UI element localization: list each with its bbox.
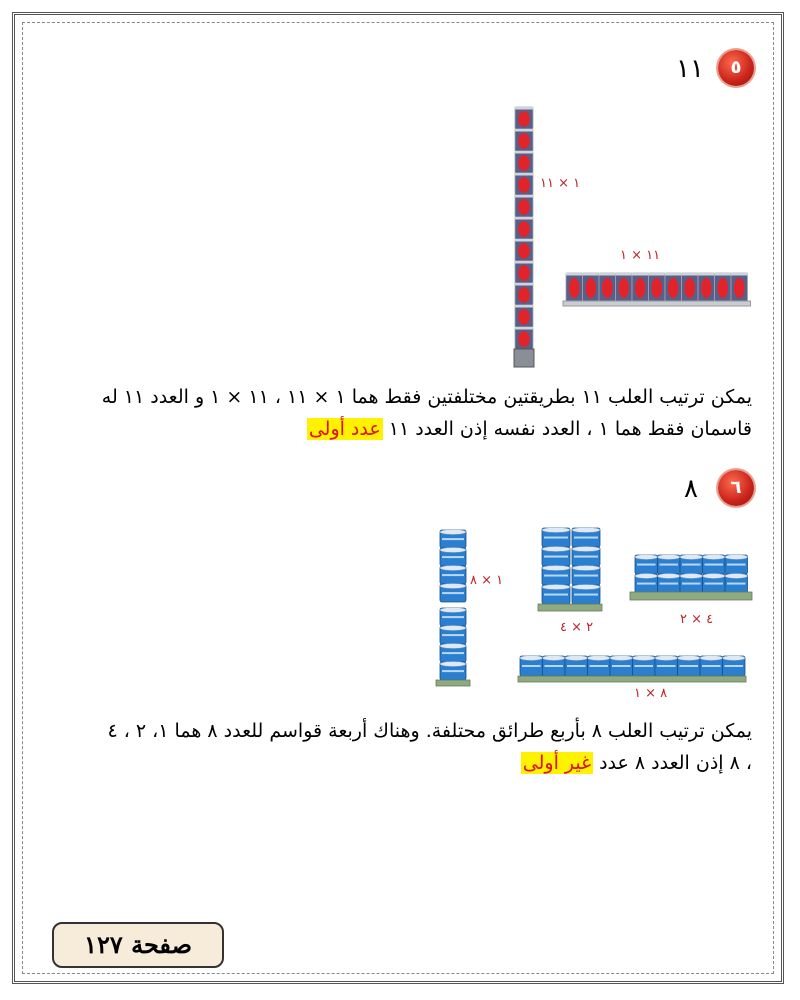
- red-can-label: [684, 278, 695, 298]
- red-can-rim: [632, 273, 649, 276]
- red-can-label: [585, 278, 596, 298]
- blue-can-top: [610, 656, 633, 661]
- blue-can-stripe: [705, 583, 724, 585]
- blue-can-stripe: [727, 564, 746, 566]
- red-can-label: [518, 309, 530, 325]
- section-5-text-line-1: يمكن ترتيب العلب ١١ بطريقتين مختلفتين فقط هما ١ × ١١ ، ١١ × ١ و العدد ١١ له: [101, 386, 752, 408]
- blue-can-stripe: [680, 665, 699, 667]
- label-1x11: ١ × ١١: [540, 176, 581, 191]
- red-can-label: [518, 243, 530, 259]
- red-can-rim: [515, 151, 533, 154]
- blue-can-top: [542, 547, 570, 552]
- red-can-rim: [649, 273, 666, 276]
- blue-can-top: [700, 656, 723, 661]
- blue-can-top: [440, 662, 466, 667]
- blue-can-top: [572, 528, 600, 533]
- red-can-rim: [682, 273, 699, 276]
- prime-highlight: عدد أولى: [308, 418, 381, 440]
- blue-can-top: [658, 555, 681, 560]
- blue-can-stripe: [544, 594, 568, 596]
- blue-can-top: [440, 644, 466, 649]
- blue-can-top: [543, 656, 566, 661]
- blue-can-stripe: [660, 564, 679, 566]
- red-can-label: [734, 278, 745, 298]
- blue-can-stripe: [574, 575, 598, 577]
- blue-can-stripe: [442, 670, 464, 672]
- red-can-rim: [731, 273, 748, 276]
- not-prime-highlight: غير أولى: [522, 752, 592, 774]
- red-can-rim: [616, 273, 633, 276]
- blue-can-top: [440, 566, 466, 571]
- blue-can-stripe: [590, 665, 609, 667]
- blue-can-top: [703, 555, 726, 560]
- blue-can-top: [723, 656, 746, 661]
- blue-can-stripe: [702, 665, 721, 667]
- blue-can-stripe: [442, 538, 464, 540]
- blue-can-stripe: [725, 665, 744, 667]
- red-can-rim: [515, 217, 533, 220]
- blue-can-top: [572, 547, 600, 552]
- section-5-text-prefix: قاسمان فقط هما ١ ، العدد نفسه إذن العدد ١١: [388, 418, 752, 440]
- blue-can-stripe: [544, 575, 568, 577]
- blue-can-stripe: [660, 583, 679, 585]
- blue-can-stripe: [574, 594, 598, 596]
- label-2x4: ٢ × ٤: [560, 620, 594, 635]
- blue-can-stripe: [635, 665, 654, 667]
- blue-can-stripe: [727, 583, 746, 585]
- red-can-label: [717, 278, 728, 298]
- horizontal-shelf: [563, 301, 751, 306]
- section-5-number: ١١: [676, 54, 704, 84]
- blue-can-top: [680, 555, 703, 560]
- blue-can-top: [678, 656, 701, 661]
- blue-can-stripe: [637, 564, 656, 566]
- blue-can-stripe: [567, 665, 586, 667]
- red-can-label: [518, 155, 530, 171]
- blue-can-top: [565, 656, 588, 661]
- blue-can-stripe: [545, 665, 564, 667]
- red-can-rim: [566, 273, 583, 276]
- red-can-rim: [583, 273, 600, 276]
- blue-can-top: [542, 528, 570, 533]
- blue-can-stripe: [544, 556, 568, 558]
- label-8x1: ٨ × ١: [634, 686, 668, 701]
- red-can-label: [518, 133, 530, 149]
- blue-can-stripe: [442, 652, 464, 654]
- red-can-label: [518, 199, 530, 215]
- blue-can-top: [440, 584, 466, 589]
- blue-can-stripe: [442, 574, 464, 576]
- blue-can-top: [703, 574, 726, 579]
- red-can-label: [618, 278, 629, 298]
- blue-can-top: [542, 585, 570, 590]
- blue-can-stripe: [442, 634, 464, 636]
- blue-can-stripe: [682, 564, 701, 566]
- blue-can-top: [520, 656, 543, 661]
- section-6-text-prefix: ، ٨ إذن العدد ٨ عدد: [599, 752, 752, 774]
- red-can-rim: [515, 283, 533, 286]
- blue-can-top: [725, 555, 748, 560]
- blue-can-stripe: [522, 665, 541, 667]
- blue-can-top: [440, 530, 466, 535]
- blue-can-stripe: [637, 583, 656, 585]
- blue-can-stripe: [544, 537, 568, 539]
- blue-can-stripe: [574, 537, 598, 539]
- red-can-rim: [515, 107, 533, 110]
- section-6-badge: ٦: [718, 470, 754, 506]
- blue-can-stripe: [574, 556, 598, 558]
- label-4x2: ٤ × ٢: [680, 612, 714, 627]
- blue-can-stripe: [442, 592, 464, 594]
- red-can-rim: [515, 261, 533, 264]
- blue-can-top: [588, 656, 611, 661]
- red-can-rim: [599, 273, 616, 276]
- red-can-label: [518, 265, 530, 281]
- blue-can-top: [633, 656, 656, 661]
- blue-can-top: [572, 585, 600, 590]
- red-can-label: [602, 278, 613, 298]
- red-can-label: [518, 111, 530, 127]
- blue-can-stripe: [657, 665, 676, 667]
- red-can-label: [635, 278, 646, 298]
- label-11x1: ١١ × ١: [620, 248, 661, 263]
- blue-can-stripe: [612, 665, 631, 667]
- blue-can-top: [440, 548, 466, 553]
- red-can-rim: [715, 273, 732, 276]
- blue-can-top: [725, 574, 748, 579]
- red-can-label: [518, 177, 530, 193]
- label-1x8: ١ × ٨: [470, 573, 504, 588]
- section-6-text-line-1: يمكن ترتيب العلب ٨ بأربع طرائق محتلفة. وهناك أربعة قواسم للعدد ٨ هما ١، ٢ ، ٤: [107, 720, 752, 742]
- base-board: [630, 592, 752, 600]
- red-can-label: [651, 278, 662, 298]
- blue-can-stripe: [442, 556, 464, 558]
- blue-can-top: [658, 574, 681, 579]
- red-can-rim: [698, 273, 715, 276]
- red-can-rim: [515, 129, 533, 132]
- blue-can-top: [635, 555, 658, 560]
- red-can-label: [518, 287, 530, 303]
- section-5-badge: ٥: [718, 50, 754, 86]
- base-board: [436, 680, 470, 686]
- blue-can-stripe: [442, 616, 464, 618]
- blue-can-top: [655, 656, 678, 661]
- blue-can-top: [572, 566, 600, 571]
- red-can-label: [518, 221, 530, 237]
- red-can-rim: [665, 273, 682, 276]
- red-can-rim: [515, 305, 533, 308]
- blue-can-stripe: [705, 564, 724, 566]
- vertical-stand: [514, 349, 534, 367]
- blue-can-stripe: [682, 583, 701, 585]
- red-can-label: [701, 278, 712, 298]
- blue-can-top: [680, 574, 703, 579]
- page-number: صفحة ١٢٧: [84, 930, 192, 959]
- base-board: [518, 676, 746, 682]
- section-6-number: ٨: [684, 474, 698, 504]
- red-can-rim: [515, 173, 533, 176]
- blue-can-top: [542, 566, 570, 571]
- red-can-rim: [515, 327, 533, 330]
- blue-can-top: [635, 574, 658, 579]
- red-can-label: [518, 331, 530, 347]
- blue-can-top: [440, 608, 466, 613]
- blue-can-top: [440, 626, 466, 631]
- red-can-label: [668, 278, 679, 298]
- red-can-label: [569, 278, 580, 298]
- base-board: [538, 604, 602, 611]
- red-can-rim: [515, 195, 533, 198]
- red-can-rim: [515, 239, 533, 242]
